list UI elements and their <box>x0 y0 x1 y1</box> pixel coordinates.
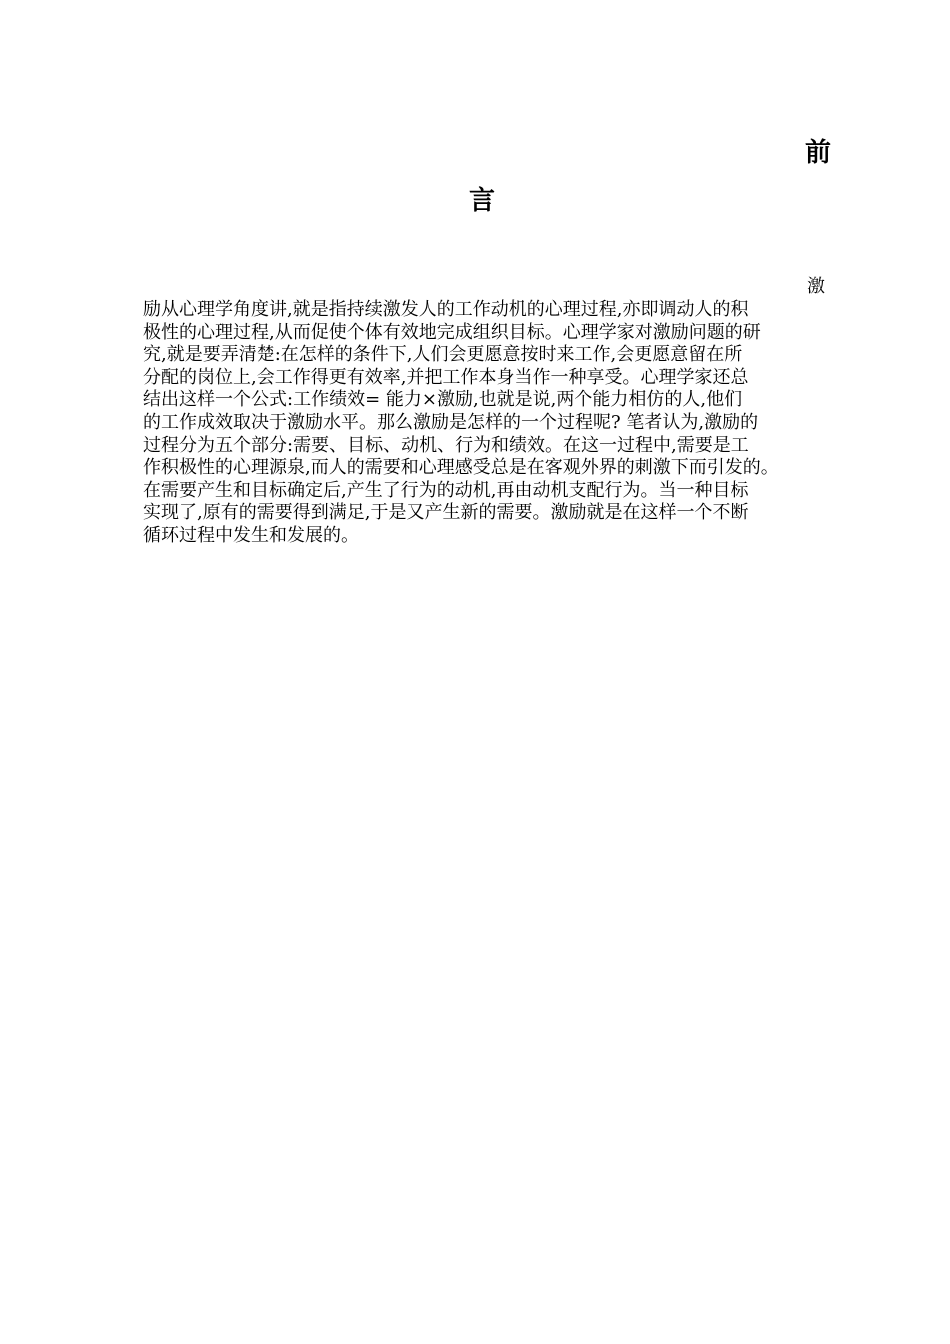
paragraph-first-char: 激 <box>807 276 825 297</box>
paragraph-line: 在需要产生和目标确定后,产生了行为的动机,再由动机支配行为。当一种目标 <box>143 479 749 501</box>
paragraph-line: 作积极性的心理源泉,而人的需要和心理感受总是在客观外界的刺激下而引发的。 <box>143 457 779 479</box>
paragraph-line: 结出这样一个公式:工作绩效= 能力×激励,也就是说,两个能力相仿的人,他们 <box>143 389 743 411</box>
heading-char-yan: 言 <box>469 186 496 216</box>
paragraph-line: 励从心理学角度讲,就是指持续激发人的工作动机的心理过程,亦即调动人的积 <box>143 299 749 320</box>
paragraph-line: 循环过程中发生和发展的。 <box>143 524 359 546</box>
heading-char-qian: 前 <box>805 138 832 168</box>
paragraph-line: 实现了,原有的需要得到满足,于是又产生新的需要。激励就是在这样一个不断 <box>143 502 749 524</box>
paragraph-line: 过程分为五个部分:需要、目标、动机、行为和绩效。在这一过程中,需要是工 <box>143 434 749 456</box>
paragraph-line: 究,就是要弄清楚:在怎样的条件下,人们会更愿意按时来工作,会更愿意留在所 <box>143 344 743 366</box>
paragraph-line: 极性的心理过程,从而促使个体有效地完成组织目标。心理学家对激励问题的研 <box>143 321 761 343</box>
paragraph-line: 的工作成效取决于激励水平。那么激励是怎样的一个过程呢? 笔者认为,激励的 <box>143 411 759 433</box>
intro-paragraph <box>143 299 823 548</box>
paragraph-line: 分配的岗位上,会工作得更有效率,并把工作本身当作一种享受。心理学家还总 <box>143 366 749 388</box>
